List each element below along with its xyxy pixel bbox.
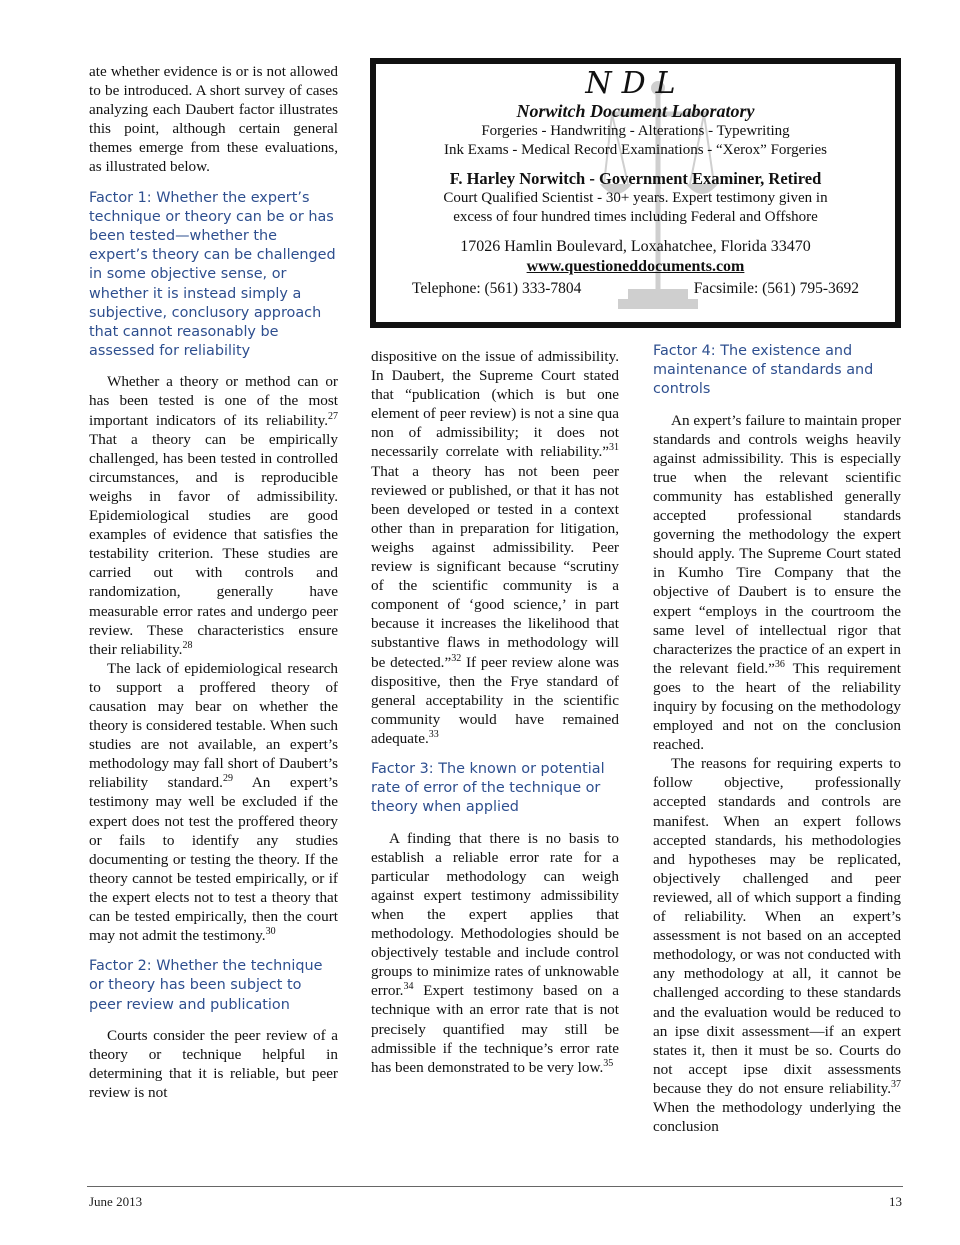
court-line-2: excess of four hundred times including Federal and Offshore bbox=[453, 209, 818, 225]
footer-divider bbox=[87, 1186, 903, 1187]
advertisement-box bbox=[370, 58, 901, 328]
website-link[interactable]: www.questioneddocuments.com bbox=[526, 258, 745, 275]
services-line-1: Forgeries - Handwriting - Alterations - Typewriting bbox=[481, 123, 790, 139]
factor-2-paragraph-2: dispositive on the issue of admissibility. In Daubert, the Supreme Court stated that “publication (which is but one element of peer review) is not a sine qua non of admissibility; it does not necessarily correlate with reliability.”$^{31}$ That a theory has not been peer reviewed or published, or that it has not been developed or tested in a context other than in preparation for litigation, weighs against admissibility. Peer review is significant because “scrutiny of the scientific community is a component of ‘good science,’ in part because it increases the likelihood that substantive flaws in methodology will be detected.”$^{32}$ If peer review alone was dispositive, then the Frye standard of general acceptability in the scientific community would have remained adequate.$^{33}$ bbox=[371, 348, 620, 747]
intro-paragraph: ate whether evidence is or is not allowed to be introduced. A short survey of cases analyzing each Daubert factor illustrates this point, although certain general themes emerge from these evaluations, as illustrated below. bbox=[89, 63, 338, 176]
footnote-35: 35 bbox=[603, 1057, 614, 1069]
court-line-1: Court Qualified Scientist - 30+ years. Expert testimony given in bbox=[443, 190, 828, 206]
footnote-34: 34 bbox=[403, 981, 414, 993]
footnote-37: 37 bbox=[891, 1078, 901, 1090]
column-2 bbox=[371, 347, 619, 1077]
footnote-27: 27 bbox=[328, 410, 338, 422]
footnote-30: 30 bbox=[265, 926, 276, 938]
ndl-logo: NDL bbox=[585, 66, 686, 101]
factor-4-paragraph-1: An expert’s failure to maintain proper standards and controls weighs heavily against admissibility. This is especially true when the relevant scientific community has established generally accepted professional standards governing the methodology the expert should apply. The Supreme Court stated in Kumho Tire Company that the objective of Daubert is to ensure the expert “employs in the courtroom the same level of intellectual rigor that characterizes the practice of an expert in the relevant field.”$^{36}$ This requirement goes to the heart of the reliability inquiry by focusing on the methodology employed and not on the conclusion reached. bbox=[653, 411, 901, 754]
footnote-31: 31 bbox=[609, 442, 619, 454]
factor-3-heading: Factor 3: The known or potential rate of error of the technique or theory when applied bbox=[371, 760, 605, 816]
footnote-32: 32 bbox=[451, 652, 462, 664]
footer-date: June 2013 bbox=[89, 1194, 143, 1209]
examiner-name: F. Harley Norwitch - Government Examiner, Retired bbox=[449, 169, 822, 188]
lab-name: Norwitch Document Laboratory bbox=[516, 101, 755, 121]
column-3 bbox=[653, 342, 901, 1136]
facsimile: Facsimile: (561) 795-3692 bbox=[693, 280, 859, 297]
factor-2-paragraph-1: Courts consider the peer review of a theory or technique helpful in determining that it is reliable, but peer review is not bbox=[89, 1026, 338, 1102]
contact-numbers bbox=[376, 277, 895, 299]
page-number: 13 bbox=[889, 1194, 902, 1209]
footnote-28: 28 bbox=[182, 639, 193, 651]
factor-1-paragraph-1: Whether a theory or method can or has been tested is one of the most important indicators of its reliability.$^{27}$ That a theory can be empirically challenged, has been tested in controlled circumstances, and is reproducible weighs in favor of admissibility. Epidemiological studies are good examples of evidence that satisfies the testability criterion. These studies are carried out with controls and randomization, generally have measurable error rates and undergo peer review. These characteristics ensure their reliability.$^{28}$ bbox=[89, 373, 338, 658]
factor-2-heading: Factor 2: Whether the technique or theory has been subject to peer review and publication bbox=[89, 958, 323, 1013]
footnote-36: 36 bbox=[774, 658, 785, 670]
factor-1-heading: Factor 1: Whether the expert’s technique or theory can be or has been tested—whether the expert’s theory can be challenged in some objective sense, or whether it is instead simply a subjective, conclusory approach that cannot reasonably be assessed for reliability bbox=[89, 189, 336, 360]
telephone: Telephone: (561) 333-7804 bbox=[412, 280, 582, 297]
footnote-29: 29 bbox=[222, 773, 233, 785]
factor-3-paragraph-1: A finding that there is no basis to establish a reliable error rate for a particular methodology can weigh against expert testimony admissibility when the expert applies that methodology. Methodologies should be objectively testable and include control groups to minimize rates of unknowable error.$^{34}$ Expert testimony based on a technique with an error rate that is not precisely quantified may still be admissible if the technique’s error rate has been demonstrated to be very low.$^{35}$ bbox=[371, 829, 619, 1076]
services-line-2: Ink Exams - Medical Record Examinations - “Xerox” Forgeries bbox=[444, 142, 827, 158]
column-1 bbox=[89, 62, 338, 1102]
factor-1-paragraph-2: The lack of epidemiological research to support a proffered theory of causation may bear on whether the theory is considered testable. When such studies are not available, an expert’s methodology may fall short of Daubert’s reliability standard.$^{29}$ An expert’s testimony may well be excluded if the expert does not test the proffered theory or fails to identify any studies documenting or testing the theory. If the theory cannot be tested empirically, or if the expert elects not to test a theory that can be tested empirically, then the court may not admit the testimony.$^{30}$ bbox=[89, 659, 338, 945]
address: 17026 Hamlin Boulevard, Loxahatchee, Florida 33470 bbox=[460, 238, 811, 255]
factor-4-paragraph-2: The reasons for requiring experts to follow objective, professionally accepted standards and controls are manifest. When an expert follows accepted standards, his methodologies and hypotheses may be replicated, objectively challenged and peer reviewed, all of which support a finding of reliability. When an expert’s assessment is not based on an accepted methodology, or was not conducted with any methodology at all, it cannot be challenged according to these standards and the evaluation would be reduced to an ipse dixit assessment—if an expert states it, then it must be so. Courts do not accept ipse dixit assessments because they do not ensure reliability.$^{37}$ When the methodology underlying the conclusion bbox=[653, 755, 901, 1136]
footnote-33: 33 bbox=[428, 728, 439, 740]
factor-4-heading: Factor 4: The existence and maintenance of standards and controls bbox=[653, 343, 874, 398]
